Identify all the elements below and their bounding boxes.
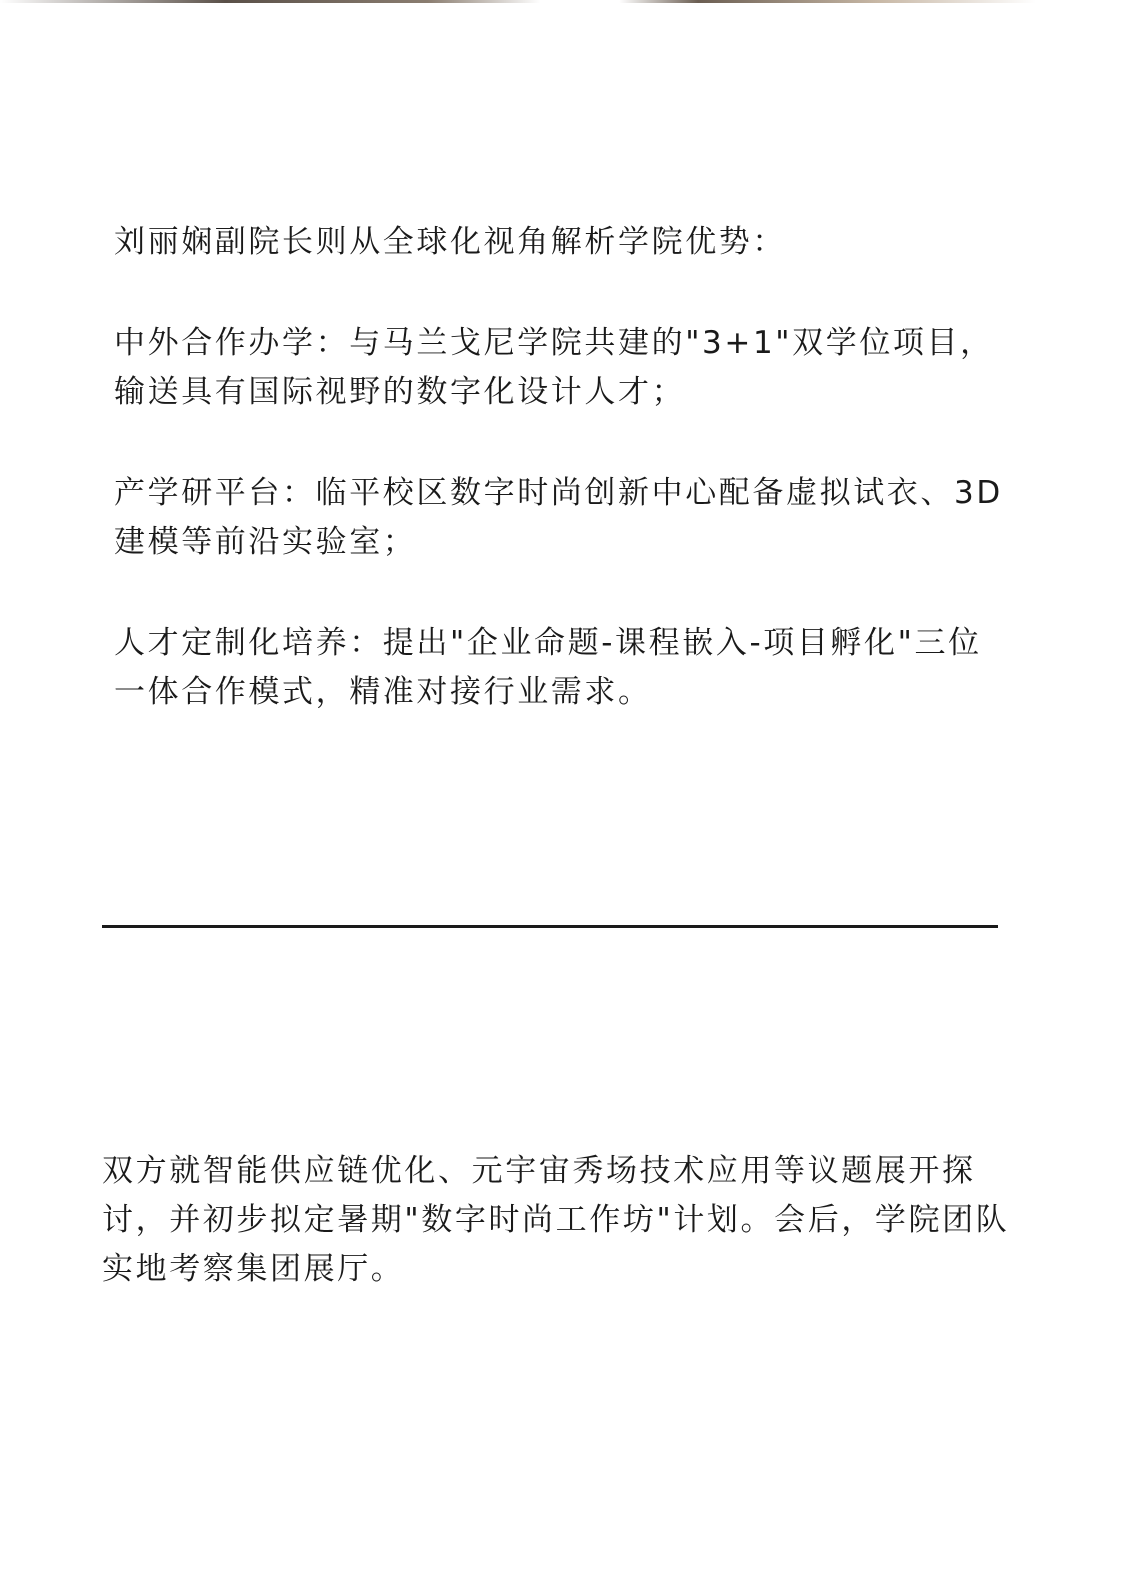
intro-paragraph: 刘丽娴副院长则从全球化视角解析学院优势： bbox=[114, 224, 786, 260]
item-research-platform: 产学研平台：临平校区数字时尚创新中心配备虚拟试衣、3D建模等前沿实验室； bbox=[114, 475, 1003, 560]
discussion-section bbox=[102, 1147, 1012, 1294]
section-divider bbox=[102, 925, 998, 928]
advantages-section bbox=[114, 218, 1014, 769]
item-talent-training: 人才定制化培养：提出"企业命题-课程嵌入-项目孵化"三位一体合作模式，精准对接行业需求。 bbox=[114, 625, 982, 710]
item-international-cooperation: 中外合作办学：与马兰戈尼学院共建的"3+1"双学位项目，输送具有国际视野的数字化设计人才； bbox=[114, 325, 994, 410]
top-image-edge bbox=[0, 0, 1126, 3]
discussion-paragraph: 双方就智能供应链优化、元宇宙秀场技术应用等议题展开探讨，并初步拟定暑期"数字时尚工作坊"计划。会后，学院团队实地考察集团展厅。 bbox=[102, 1153, 1010, 1287]
